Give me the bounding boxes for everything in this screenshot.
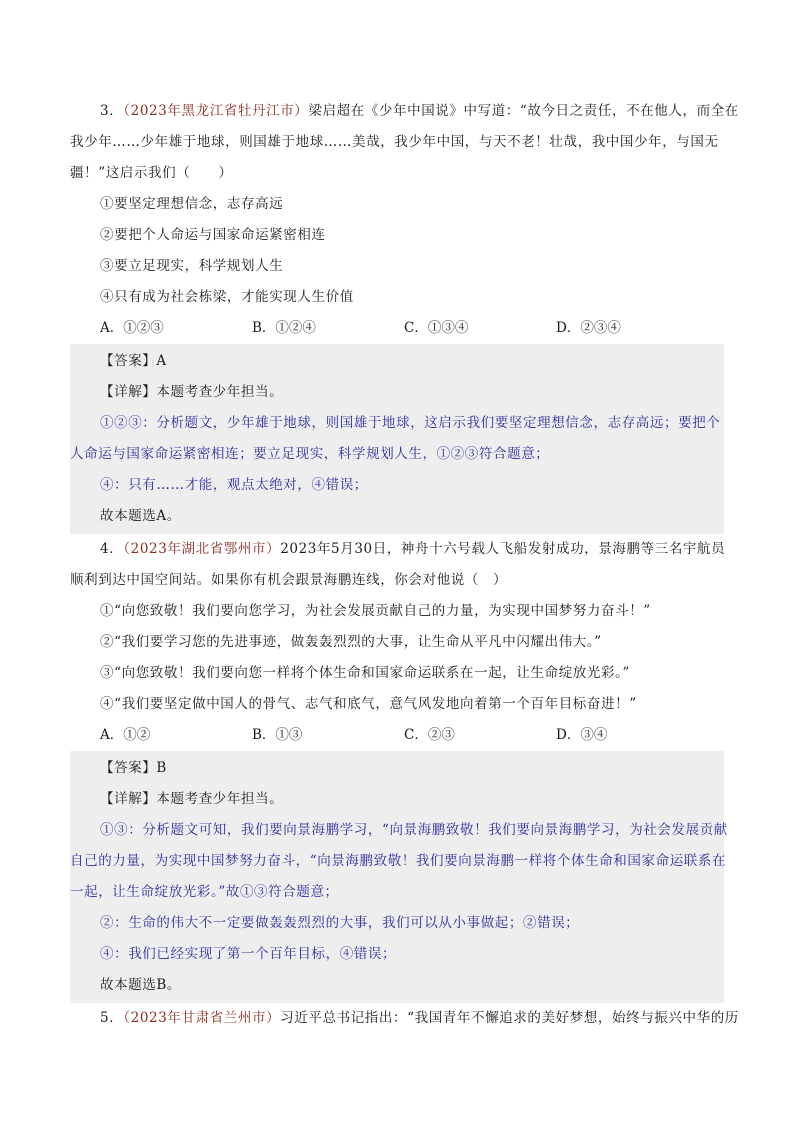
- question-source: （2023年湖北省鄂州市）: [123, 541, 281, 557]
- analysis-line: 自己的力量，为实现中国梦努力奋斗，“向景海鹏致敬！我们要向景海鹏一样将个体生命和国家命运联系在: [70, 853, 727, 869]
- question-5: [70, 1003, 739, 1034]
- analysis-line: ①②③：分析题文，少年雄于地球，则国雄于地球，这启示我们要坚定理想信念，志存高远；要把个: [100, 415, 721, 431]
- question-stem-line: 顺利到达中国空间站。如果你有机会跟景海鹏连线，你会对他说（ ）: [70, 572, 508, 588]
- detail-label: 【详解】本题考查少年担当。: [100, 384, 284, 400]
- answer-options: [70, 720, 724, 751]
- question-3: [70, 96, 739, 534]
- option-a: A．①②: [100, 727, 151, 743]
- analysis-line: 人命运与国家命运紧密相连；要立足现实，科学规划人生，①②③符合题意；: [70, 446, 550, 462]
- choice-item: ③要立足现实，科学规划人生: [100, 258, 284, 274]
- option-c: C．②③: [404, 727, 455, 743]
- analysis-line: ①③：分析题文可知，我们要向景海鹏学习，“向景海鹏致敬！我们要向景海鹏学习，为社会发展贡献: [100, 822, 728, 838]
- answer-box: [70, 751, 728, 1003]
- analysis-line: ④：只有……才能，观点太绝对，④错误；: [100, 477, 368, 493]
- choice-item: ②要把个人命运与国家命运紧密相连: [100, 227, 326, 243]
- conclusion: 故本题选A。: [100, 508, 181, 524]
- question-stem-line: 我少年……少年雄于地球，则国雄于地球……美哉，我少年中国，与天不老！壮哉，我中国少年，与国无: [70, 134, 719, 150]
- choice-item: ①要坚定理想信念，志存高远: [100, 196, 284, 212]
- choice-item: ④只有成为社会栋梁，才能实现人生价值: [100, 289, 354, 305]
- analysis-line: ②：生命的伟大不一定要做轰轰烈烈的大事，我们可以从小事做起；②错误；: [100, 915, 580, 931]
- question-source: （2023年黑龙江省牡丹江市）: [123, 103, 309, 119]
- question-stem-line: 疆！”这启示我们（ ）: [70, 165, 233, 181]
- option-b: B．①②④: [252, 320, 316, 336]
- choice-item: ④“我们要坚定做中国人的骨气、志气和底气，意气风发地向着第一个百年目标奋进！”: [100, 696, 637, 712]
- question-stem: 3．（2023年黑龙江省牡丹江市）梁启超在《少年中国说》中写道：“故今日之责任，不在他人，而全在: [100, 103, 739, 119]
- document-page: [70, 96, 739, 1034]
- question-4: [70, 534, 728, 1003]
- answer-options: [70, 313, 724, 344]
- choice-item: ①“向您致敬！我们要向您学习，为社会发展贡献自己的力量，为实现中国梦努力奋斗！”: [100, 603, 651, 619]
- detail-label: 【详解】本题考查少年担当。: [100, 791, 284, 807]
- question-source: （2023年甘肃省兰州市）: [123, 1010, 281, 1026]
- answer-label: 【答案】A: [100, 353, 167, 369]
- question-stem: 4．（2023年湖北省鄂州市）2023年5月30日，神舟十六号载人飞船发射成功，景海鹏等三名宇航员: [100, 541, 726, 557]
- analysis-line: ④：我们已经实现了第一个百年目标，④错误；: [100, 946, 397, 962]
- analysis-line: 一起，让生命绽放光彩。”故①③符合题意；: [70, 884, 339, 900]
- answer-box: [70, 344, 724, 534]
- option-d: D．③④: [556, 727, 608, 743]
- conclusion: 故本题选B。: [100, 977, 182, 993]
- question-stem: 5．（2023年甘肃省兰州市）习近平总书记指出：“我国青年不懈追求的美好梦想，始终与振兴中华的历: [100, 1010, 739, 1026]
- option-c: C．①③④: [404, 320, 469, 336]
- option-a: A．①②③: [100, 320, 164, 336]
- option-b: B．①③: [252, 727, 303, 743]
- choice-item: ②“我们要学习您的先进事迹，做轰轰烈烈的大事，让生命从平凡中闪耀出伟大。”: [100, 634, 602, 650]
- answer-label: 【答案】B: [100, 760, 167, 776]
- choice-item: ③“向您致敬！我们要向您一样将个体生命和国家命运联系在一起，让生命绽放光彩。”: [100, 665, 630, 681]
- option-d: D．②③④: [556, 320, 621, 336]
